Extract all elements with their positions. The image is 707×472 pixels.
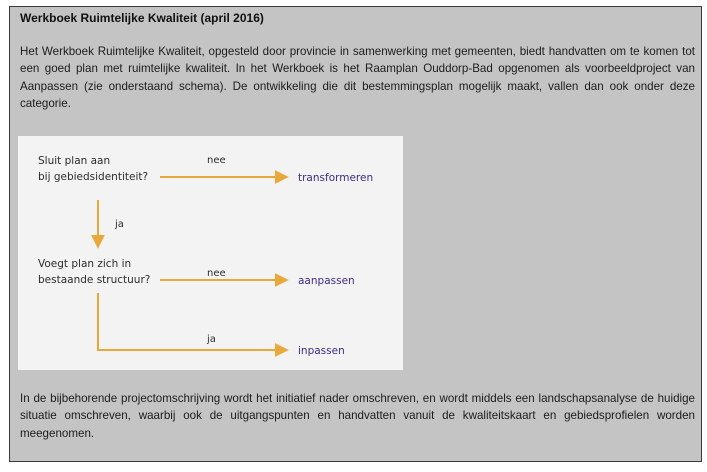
- outcome-inpassen: inpassen: [298, 345, 345, 357]
- outcome-aanpassen: aanpassen: [298, 275, 355, 287]
- outro-paragraph: In de bijbehorende projectomschrijving wordt het initiatief nader omschreven, en wordt middels een landschapsanalyse de huidige situatie omschreven, waarbij ook de uitgangspunten en handvatten vanuit de kwaliteitskaart en gebiedsprofielen worden meegenomen.: [20, 392, 695, 440]
- question2-no-label: nee: [207, 268, 226, 279]
- question2-line2: bestaande structuur?: [38, 274, 151, 286]
- decision-diagram: [18, 136, 403, 370]
- question1-yes-label: ja: [115, 219, 124, 230]
- info-panel: [9, 6, 702, 462]
- question2-line1: Voegt plan zich in: [38, 258, 132, 270]
- question1-line2: bij gebiedsidentiteit?: [38, 171, 149, 183]
- decision-diagram-svg: [18, 136, 403, 370]
- question2-yes-label: ja: [207, 334, 216, 345]
- outcome-transformeren: transformeren: [298, 172, 374, 184]
- yes-arrow-2: [98, 293, 286, 350]
- panel-title: Werkboek Ruimtelijke Kwaliteit (april 2016): [20, 11, 264, 25]
- question1-line1: Sluit plan aan: [38, 155, 111, 167]
- intro-paragraph: Het Werkboek Ruimtelijke Kwaliteit, opgesteld door provincie in samenwerking met gemeenten, biedt handvatten om te komen tot een goed plan met ruimtelijke kwaliteit. In het Werkboek is het Raamplan Ouddorp-Bad opgenomen als voorbeeldproject van Aanpassen (zie onderstaand schema). De ontwikkeling die dit bestemmingsplan mogelijk maakt, vallen dan ook onder deze categorie.: [20, 45, 695, 111]
- question1-no-label: nee: [207, 155, 226, 166]
